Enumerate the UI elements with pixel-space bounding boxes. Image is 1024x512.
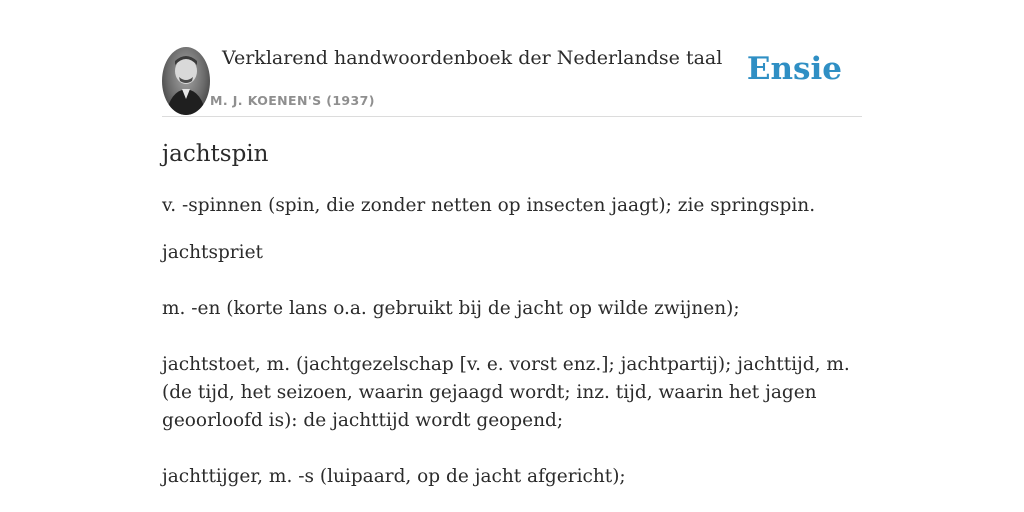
- book-subtitle: M. J. KOENEN'S (1937): [210, 93, 375, 108]
- entry-paragraph: jachttijger, m. -s (luipaard, op de jacht afgericht);: [162, 466, 626, 487]
- entry-content: [162, 138, 862, 491]
- entry-paragraph: m. -en (korte lans o.a. gebruikt bij de jacht op wilde zwijnen);: [162, 298, 740, 319]
- entry-definition: v. -spinnen (spin, die zonder netten op insecten jaagt); zie springspin.: [162, 195, 816, 216]
- author-portrait-icon: [162, 47, 210, 115]
- entry-headword: jachtspin: [162, 141, 269, 167]
- page-header: [162, 40, 862, 117]
- book-title[interactable]: Verklarend handwoordenboek der Nederlandse taal: [222, 47, 723, 69]
- ensie-logo-link[interactable]: Ensie: [746, 51, 842, 87]
- entry-paragraph: jachtstoet, m. (jachtgezelschap [v. e. vorst enz.]; jachtpartij); jachttijd, m. (de tijd, het seizoen, waarin gejaagd wordt; inz. tijd, waarin het jagen geoorloofd is): de jachttijd wordt geopend;: [162, 354, 850, 431]
- entry-paragraph: jachtspriet: [162, 242, 263, 263]
